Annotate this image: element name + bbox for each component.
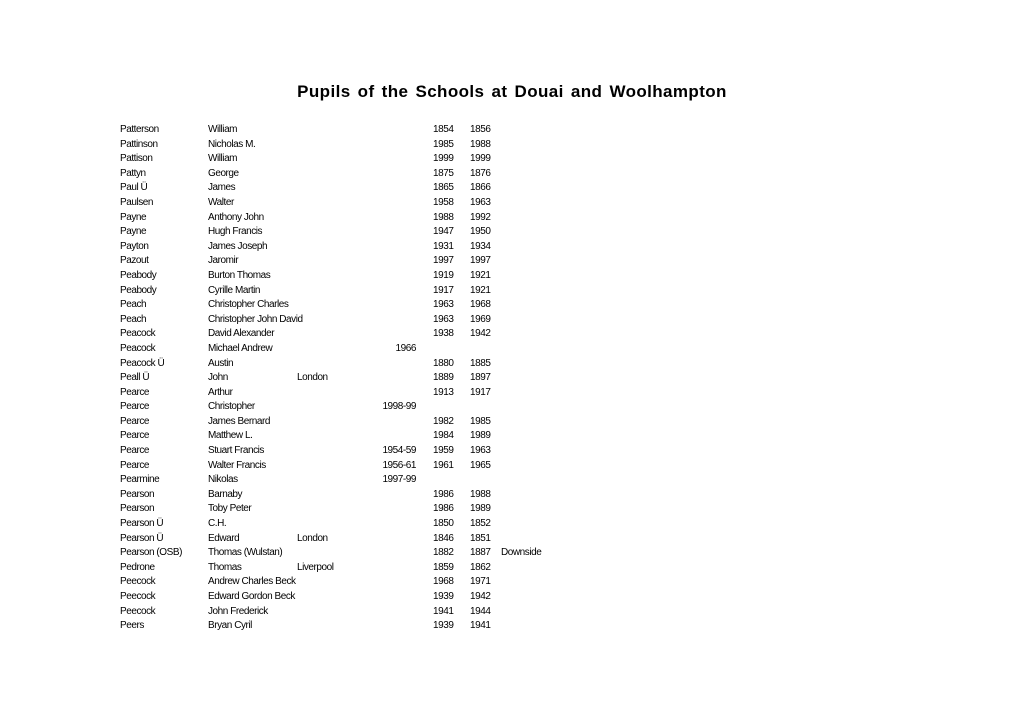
prep-school-years: 1954-59	[382, 445, 416, 457]
pupil-row	[0, 444, 1024, 459]
surname: Pearce	[120, 415, 149, 427]
forename: Walter Francis	[208, 459, 266, 471]
surname: Pazout	[120, 255, 149, 267]
year-from: 1997	[433, 255, 454, 267]
year-from: 1986	[433, 488, 454, 500]
forename: Michael Andrew	[208, 342, 273, 354]
year-from: 1865	[433, 182, 454, 194]
pupil-row	[0, 386, 1024, 401]
pupil-row	[0, 371, 1024, 386]
pupil-row	[0, 605, 1024, 620]
surname: Pearce	[120, 459, 149, 471]
surname: Peacock	[120, 328, 156, 340]
forename: William	[208, 124, 238, 135]
pupil-row	[0, 196, 1024, 211]
pupil-row	[0, 225, 1024, 240]
surname: Pearce	[120, 386, 149, 398]
forename: Nikolas	[208, 474, 238, 486]
year-to: 1942	[470, 591, 491, 602]
year-to: 1897	[470, 372, 491, 384]
forename: Toby Peter	[208, 503, 252, 515]
year-from: 1913	[433, 386, 454, 398]
year-to: 1941	[470, 620, 491, 632]
year-from: 1968	[433, 576, 454, 588]
surname: Peecock	[120, 576, 156, 588]
pupil-row	[0, 342, 1024, 357]
pupil-row	[0, 532, 1024, 547]
forename: Edward Gordon Beck	[208, 591, 295, 602]
year-from: 1963	[433, 299, 454, 311]
year-to: 1999	[470, 153, 491, 165]
forename: Jaromir	[208, 255, 239, 267]
forename: James	[208, 182, 236, 194]
pupil-row	[0, 298, 1024, 313]
surname: Pedrone	[120, 561, 155, 573]
prep-school-years: 1997-99	[382, 474, 416, 486]
forename: James Joseph	[208, 240, 268, 252]
pupil-row	[0, 269, 1024, 284]
surname: Patterson	[120, 124, 159, 135]
forename: Cyrille Martin	[208, 284, 261, 296]
forename: Arthur	[208, 386, 233, 398]
surname: Peach	[120, 313, 147, 325]
surname: Pearmine	[120, 474, 160, 486]
forename: C.H.	[208, 518, 227, 530]
year-from: 1854	[433, 124, 454, 135]
pupil-row	[0, 488, 1024, 503]
year-from: 1859	[433, 561, 454, 573]
surname: Pattyn	[120, 167, 146, 179]
pupil-row	[0, 400, 1024, 415]
forename: Nicholas M.	[208, 138, 256, 150]
year-to: 1934	[470, 240, 491, 252]
forename: David Alexander	[208, 328, 275, 340]
pupil-row	[0, 284, 1024, 299]
pupil-row	[0, 138, 1024, 153]
prep-school-years: 1956-61	[382, 459, 416, 471]
forename: John Frederick	[208, 605, 268, 617]
pupil-row	[0, 517, 1024, 532]
forename: Stuart Francis	[208, 445, 264, 457]
prep-school-years: 1998-99	[382, 401, 416, 413]
surname: Peabody	[120, 284, 157, 296]
pupil-row	[0, 181, 1024, 196]
year-to: 1921	[470, 284, 491, 296]
pupil-row	[0, 327, 1024, 342]
pupil-row	[0, 619, 1024, 634]
forename: Christopher	[208, 401, 255, 413]
year-from: 1939	[433, 620, 454, 632]
forename: Burton Thomas	[208, 269, 271, 281]
notes: Downside	[501, 547, 542, 559]
surname: Pearson	[120, 503, 155, 515]
year-from: 1882	[433, 547, 454, 559]
surname: Pearson Ü	[120, 518, 164, 530]
surname: Peers	[120, 620, 144, 632]
forename: Anthony John	[208, 211, 264, 223]
place: London	[297, 372, 328, 384]
forename: Austin	[208, 357, 234, 369]
year-to: 1950	[470, 226, 491, 238]
year-from: 1986	[433, 503, 454, 515]
year-to: 1856	[470, 124, 491, 135]
year-to: 1921	[470, 269, 491, 281]
pupil-row	[0, 123, 1024, 138]
surname: Pearson (OSB)	[120, 547, 182, 559]
prep-school-years: 1966	[395, 342, 416, 354]
year-to: 1989	[470, 503, 491, 515]
surname: Peecock	[120, 605, 156, 617]
pupil-row	[0, 473, 1024, 488]
surname: Peacock	[120, 342, 156, 354]
year-to: 1988	[470, 488, 491, 500]
year-from: 1958	[433, 196, 454, 208]
year-from: 1959	[433, 445, 454, 457]
year-from: 1875	[433, 167, 454, 179]
year-to: 1963	[470, 445, 491, 457]
surname: Payne	[120, 226, 147, 238]
year-from: 1984	[433, 430, 454, 442]
forename: Christopher John David	[208, 313, 303, 325]
pupil-row	[0, 254, 1024, 269]
year-from: 1941	[433, 605, 454, 617]
surname: Pattison	[120, 153, 153, 165]
pupil-row	[0, 313, 1024, 328]
year-to: 1917	[470, 386, 491, 398]
forename: Thomas	[208, 561, 242, 573]
year-from: 1846	[433, 532, 454, 544]
forename: William	[208, 153, 238, 165]
surname: Pearce	[120, 445, 149, 457]
pupil-row	[0, 167, 1024, 182]
year-to: 1944	[470, 605, 491, 617]
surname: Peacock Ü	[120, 357, 165, 369]
pupil-row	[0, 502, 1024, 517]
pupil-row	[0, 575, 1024, 590]
pupil-row	[0, 152, 1024, 167]
year-to: 1942	[470, 328, 491, 340]
forename: Walter	[208, 196, 234, 208]
forename: Edward	[208, 532, 240, 544]
year-from: 1963	[433, 313, 454, 325]
year-to: 1985	[470, 415, 491, 427]
pupil-row	[0, 415, 1024, 430]
forename: Andrew Charles Beck	[208, 576, 296, 588]
year-from: 1988	[433, 211, 454, 223]
year-to: 1852	[470, 518, 491, 530]
year-to: 1992	[470, 211, 491, 223]
year-to: 1971	[470, 576, 491, 588]
forename: Christopher Charles	[208, 299, 289, 311]
pupil-row	[0, 429, 1024, 444]
year-from: 1982	[433, 415, 454, 427]
year-from: 1919	[433, 269, 454, 281]
forename: John	[208, 372, 228, 384]
surname: Peecock	[120, 591, 156, 602]
forename: Barnaby	[208, 488, 243, 500]
place: Liverpool	[297, 561, 334, 573]
year-to: 1969	[470, 313, 491, 325]
year-to: 1963	[470, 196, 491, 208]
year-to: 1965	[470, 459, 491, 471]
year-from: 1999	[433, 153, 454, 165]
year-to: 1885	[470, 357, 491, 369]
year-from: 1947	[433, 226, 454, 238]
year-from: 1938	[433, 328, 454, 340]
surname: Peach	[120, 299, 147, 311]
forename: Matthew L.	[208, 430, 253, 442]
year-from: 1917	[433, 284, 454, 296]
surname: Pearce	[120, 430, 149, 442]
surname: Pearson Ü	[120, 532, 164, 544]
surname: Payne	[120, 211, 147, 223]
surname: Pearson	[120, 488, 155, 500]
page-title: Pupils of the Schools at Douai and Woolhampton	[297, 82, 727, 101]
year-from: 1850	[433, 518, 454, 530]
year-to: 1997	[470, 255, 491, 267]
forename: Hugh Francis	[208, 226, 263, 238]
pupil-row	[0, 211, 1024, 226]
surname: Peabody	[120, 269, 157, 281]
surname: Pearce	[120, 401, 149, 413]
year-from: 1880	[433, 357, 454, 369]
year-from: 1889	[433, 372, 454, 384]
pupil-row	[0, 561, 1024, 576]
pupil-row	[0, 240, 1024, 255]
year-to: 1988	[470, 138, 491, 150]
year-to: 1851	[470, 532, 491, 544]
year-to: 1862	[470, 561, 491, 573]
pupil-row	[0, 459, 1024, 474]
year-to: 1968	[470, 299, 491, 311]
forename: James Bernard	[208, 415, 270, 427]
surname: Paulsen	[120, 196, 153, 208]
year-to: 1887	[470, 547, 491, 559]
year-to: 1989	[470, 430, 491, 442]
place: London	[297, 532, 328, 544]
surname: Paul Ü	[120, 182, 148, 194]
pupil-row	[0, 357, 1024, 372]
forename: George	[208, 167, 239, 179]
year-from: 1985	[433, 138, 454, 150]
pupil-row	[0, 546, 1024, 561]
surname: Peall Ü	[120, 372, 150, 384]
forename: Bryan Cyril	[208, 620, 252, 632]
year-to: 1876	[470, 167, 491, 179]
forename: Thomas (Wulstan)	[208, 547, 283, 559]
pupil-row	[0, 590, 1024, 605]
pupil-list	[0, 123, 1024, 634]
year-from: 1939	[433, 591, 454, 602]
surname: Pattinson	[120, 138, 158, 150]
year-from: 1961	[433, 459, 454, 471]
surname: Payton	[120, 240, 149, 252]
year-to: 1866	[470, 182, 491, 194]
year-from: 1931	[433, 240, 454, 252]
